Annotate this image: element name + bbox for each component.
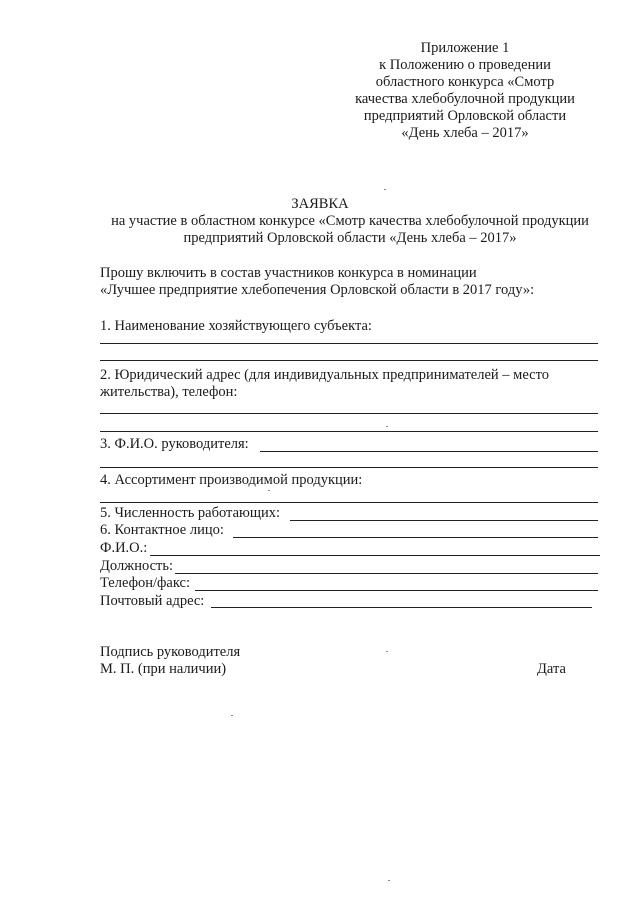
scan-speck (384, 189, 386, 190)
request-line-2: «Лучшее предприятие хлебопечения Орловской области в 2017 году»: (100, 282, 535, 298)
stamp-label: М. П. (при наличии) (100, 661, 227, 677)
scan-speck (386, 651, 388, 652)
appendix-line: качества хлебобулочной продукции (355, 91, 575, 107)
phone-input-line[interactable] (195, 590, 598, 591)
appendix-line: областного конкурса «Смотр (375, 74, 555, 90)
director-name-input-line-2[interactable] (100, 467, 598, 468)
field-label-contact-person: 6. Контактное лицо: (100, 522, 224, 538)
postal-address-input-line[interactable] (211, 607, 592, 608)
field-label-employees: 5. Численность работающих: (100, 505, 281, 521)
date-label: Дата (537, 661, 566, 677)
field-label-company-name: 1. Наименование хозяйствующего субъекта: (100, 318, 372, 334)
subtitle-line-2: предприятий Орловской области «День хлеба – 2017» (183, 230, 517, 246)
appendix-line: к Положению о проведении (379, 57, 551, 73)
scan-speck (231, 715, 233, 716)
contact-person-input-line[interactable] (233, 537, 598, 538)
position-input-line[interactable] (175, 573, 598, 574)
appendix-block (330, 40, 600, 142)
director-name-input-line-1[interactable] (260, 451, 598, 452)
field-label-phone: Телефон/факс: (100, 575, 191, 591)
subtitle-line-1: на участие в областном конкурсе «Смотр качества хлебобулочной продукции (111, 213, 589, 229)
field-label-position: Должность: (100, 558, 173, 574)
appendix-line: Приложение 1 (420, 40, 510, 56)
request-line-1: Прошу включить в состав участников конкурса в номинации (100, 265, 477, 281)
signature-label: Подпись руководителя (100, 644, 241, 660)
scan-speck (268, 490, 270, 491)
document-title: ЗАЯВКА (291, 196, 349, 212)
field-label-legal-address: 2. Юридический адрес (для индивидуальных предпринимателей – место (100, 367, 549, 383)
field-label-postal-address: Почтовый адрес: (100, 593, 205, 609)
assortment-input-line[interactable] (100, 502, 598, 503)
field-label-legal-address-cont: жительства), телефон: (100, 384, 238, 400)
fio-input-line[interactable] (150, 555, 600, 556)
company-name-input-line-2[interactable] (100, 360, 598, 361)
field-label-director-name: 3. Ф.И.О. руководителя: (100, 436, 249, 452)
legal-address-input-line-2[interactable] (100, 431, 598, 432)
appendix-line: «День хлеба – 2017» (401, 125, 529, 141)
scan-speck (388, 880, 390, 881)
field-label-fio: Ф.И.О.: (100, 540, 148, 556)
company-name-input-line-1[interactable] (100, 343, 598, 344)
legal-address-input-line-1[interactable] (100, 413, 598, 414)
employees-input-line[interactable] (290, 520, 598, 521)
scan-speck (386, 426, 388, 427)
field-label-assortment: 4. Ассортимент производимой продукции: (100, 472, 363, 488)
appendix-line: предприятий Орловской области (363, 108, 567, 124)
